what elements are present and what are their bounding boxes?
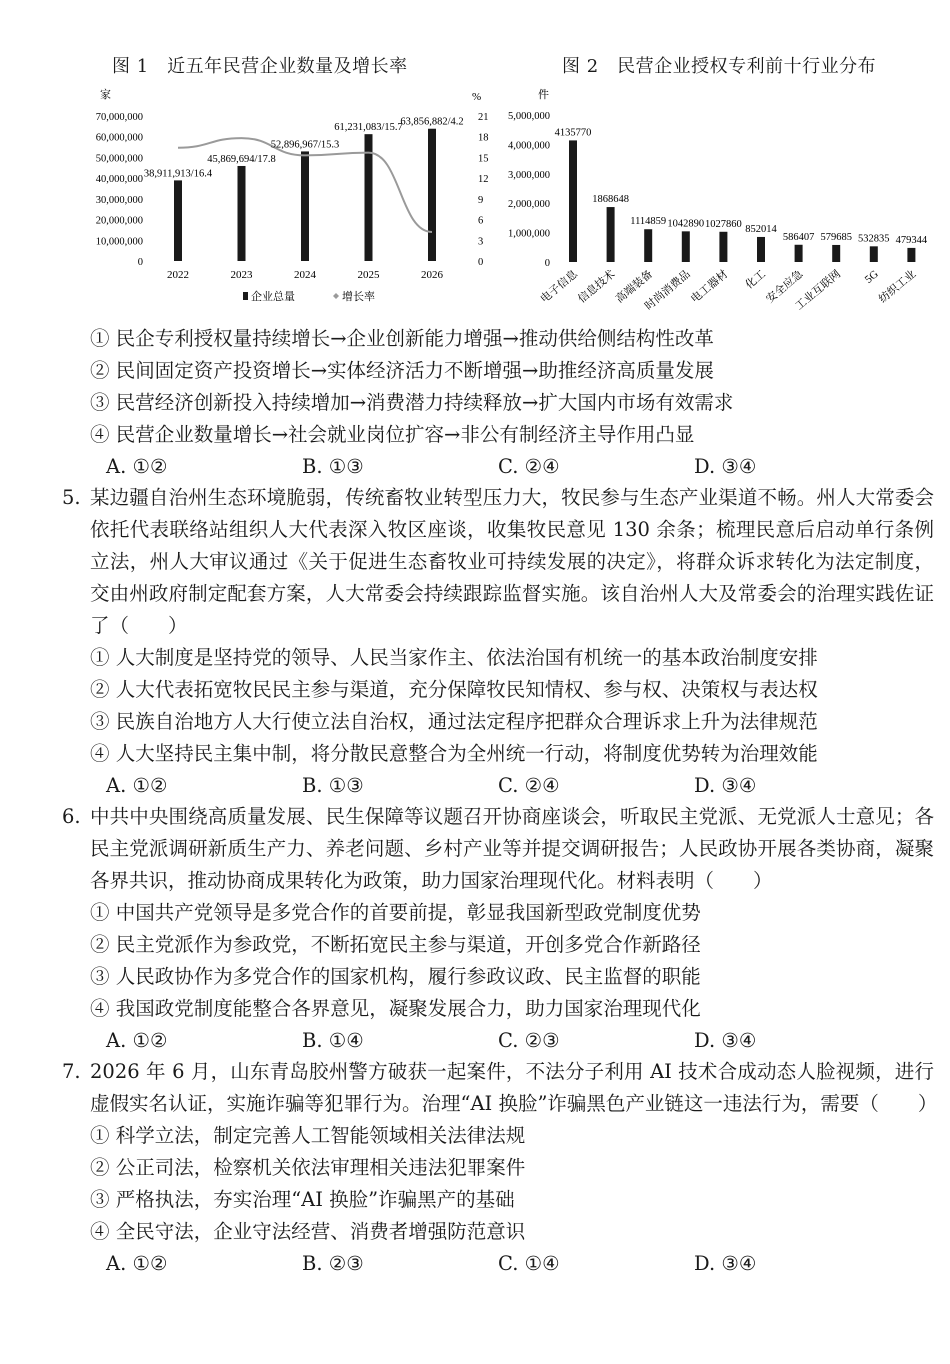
fig1-bar-2023 (238, 166, 246, 261)
q6-option-3[interactable]: ③ 人民政协作为多党合作的国家机构，履行参政议政、民主监督的职能 (90, 965, 701, 988)
fig2-category-8: 5G (862, 268, 881, 286)
fig1-right-tick-5: 15 (478, 153, 489, 165)
fig1-data-label-2024: 52,896,967/15.3 (270, 139, 340, 151)
fig2-tick-3: 3,000,000 (508, 169, 550, 181)
fig1-legend-bar: 企业总量 (251, 291, 295, 303)
fig2-category-0: 电子信息 (538, 268, 580, 306)
q5-block (62, 482, 934, 801)
q6-choice-c[interactable]: C. ②③ (498, 1029, 560, 1052)
fig1-left-tick-0: 0 (137, 257, 143, 268)
q7-choice-c[interactable]: C. ①④ (498, 1252, 560, 1275)
fig2-category-4: 电工器材 (688, 268, 731, 306)
q5-choices (62, 770, 934, 801)
fig1-right-tick-3: 9 (478, 194, 484, 206)
q7-option-3[interactable]: ③ 严格执法，夯实治理“AI 换脸”诈骗黑产的基础 (90, 1188, 515, 1211)
q4-option-4[interactable]: ④ 民营企业数量增长→社会就业岗位扩容→非公有制经济主导作用凸显 (90, 423, 695, 446)
fig1-right-unit: % (472, 91, 482, 103)
q6-stem-row (62, 801, 934, 897)
fig1-left-tick-6: 60,000,000 (95, 132, 143, 144)
figure1-chart (48, 78, 568, 314)
fig2-category-1: 信息技术 (576, 268, 618, 306)
q5-option-1[interactable]: ① 人大制度是坚持党的领导、人民当家作主、依法治国有机统一的基本政治制度安排 (90, 646, 818, 669)
fig1-left-tick-4: 40,000,000 (95, 174, 143, 186)
fig2-category-6: 安全应急 (764, 268, 806, 306)
q7-option-4[interactable]: ④ 全民守法，企业守法经营、消费者增强防范意识 (90, 1220, 526, 1243)
fig1-category-2025: 2025 (357, 269, 380, 281)
fig1-right-tick-1: 3 (478, 236, 484, 248)
fig1-right-tick-2: 6 (478, 215, 484, 227)
fig1-left-tick-1: 10,000,000 (95, 236, 143, 248)
q7-choice-a[interactable]: A. ①② (106, 1252, 168, 1275)
fig1-category-2024: 2024 (294, 269, 316, 281)
fig2-axis-ticks (508, 111, 550, 269)
q6-choice-d[interactable]: D. ③④ (694, 1029, 757, 1052)
q7-number: 7. (62, 1060, 81, 1083)
figure2-chart (500, 82, 928, 314)
fig2-bar-8 (870, 246, 878, 262)
fig1-right-tick-6: 18 (478, 132, 489, 144)
fig1-left-tick-2: 20,000,000 (95, 215, 143, 227)
fig2-data-label-0: 4135770 (554, 127, 592, 139)
q5-stem-row (62, 482, 934, 642)
q5-choice-c[interactable]: C. ②④ (498, 774, 560, 797)
q4-option-3[interactable]: ③ 民营经济创新投入持续增加→消费潜力持续释放→扩大国内市场有效需求 (90, 391, 734, 414)
fig2-tick-0: 0 (544, 258, 550, 269)
fig2-data-label-2: 1114859 (630, 216, 667, 228)
q7-option-2[interactable]: ② 公正司法，检察机关依法审理相关违法犯罪案件 (90, 1156, 526, 1179)
fig1-category-2022: 2022 (167, 269, 189, 281)
fig2-tick-2: 2,000,000 (508, 199, 550, 211)
q4-option-2[interactable]: ② 民间固定资产投资增长→实体经济活力不断增强→助推经济高质量发展 (90, 359, 714, 382)
fig2-data-label-1: 1868648 (592, 194, 629, 206)
q4-choice-a[interactable]: A. ①② (106, 455, 168, 478)
q5-option-3[interactable]: ③ 民族自治地方人大行使立法自治权，通过法定程序把群众合理诉求上升为法律规范 (90, 710, 818, 733)
q4-choice-b[interactable]: B. ①③ (302, 455, 364, 478)
fig1-right-tick-0: 0 (478, 257, 484, 268)
fig2-data-label-6: 586407 (782, 231, 815, 243)
q4-choice-d[interactable]: D. ③④ (694, 455, 757, 478)
fig1-bar-2024 (301, 151, 309, 261)
fig2-tick-4: 4,000,000 (508, 140, 550, 152)
fig2-bar-9 (907, 248, 915, 262)
q6-number: 6. (62, 805, 81, 828)
fig1-data-label-2026: 63,856,882/4.2 (400, 116, 464, 128)
fig2-category-5: 化工 (743, 268, 768, 292)
q7-stem: 2026 年 6 月，山东青岛胶州警方破获一起案件，不法分子利用 AI 技术合成动态人脸视频，进行虚假实名认证，实施诈骗等犯罪行为。治理“AI 换脸”诈骗黑色产业链这一违法行为，需要（ ） (90, 1060, 938, 1115)
fig2-y-unit: 件 (538, 89, 549, 101)
fig1-category-2023: 2023 (230, 269, 253, 281)
fig2-data-label-8: 532835 (858, 233, 890, 245)
q6-stem: 中共中央围绕高质量发展、民生保障等议题召开协商座谈会，听取民主党派、无党派人士意见；各民主党派调研新质生产力、养老问题、乡村产业等并提交调研报告；人民政协开展各类协商，凝聚各界共识，推动协商成果转化为政策，助力国家治理现代化。材料表明（ ） (90, 805, 934, 892)
fig2-category-7: 工业互联网 (793, 268, 844, 313)
fig2-category-9: 纺织工业 (876, 268, 919, 306)
fig1-data-label-2022: 38,911,913/16.4 (143, 168, 213, 180)
fig1-legend-bar-swatch (243, 292, 248, 300)
q6-option-1[interactable]: ① 中国共产党领导是多党合作的首要前提，彰显我国新型政党制度优势 (90, 901, 701, 924)
fig2-bar-3 (682, 231, 690, 262)
fig2-category-labels (537, 266, 918, 313)
q4-choice-c[interactable]: C. ②④ (498, 455, 560, 478)
q5-stem: 某边疆自治州生态环境脆弱，传统畜牧业转型压力大，牧民参与生态产业渠道不畅。州人大常委会依托代表联络站组织人大代表深入牧区座谈，收集牧民意见 130 余条；梳理民意后启动单行条例立法，州人大审议通过《关于促进生态畜牧业可持续发展的决定》，将群众诉求转化为法定制度，交由州政府制定配套方案，人大常委会持续跟踪监督实施。该自治州人大及常委会的治理实践佐证了（ ） (90, 486, 934, 637)
fig1-right-tick-4: 12 (478, 174, 489, 186)
q7-block (62, 1056, 938, 1275)
q6-option-4[interactable]: ④ 我国政党制度能整合各界意见，凝聚发展合力，助力国家治理现代化 (90, 997, 701, 1020)
q6-choices (62, 1025, 934, 1056)
fig2-category-2: 高端装备 (613, 268, 656, 306)
figure1-title: 图 1 近五年民营企业数量及增长率 (112, 56, 408, 77)
fig1-bar-2026 (428, 129, 436, 261)
figure2-title: 图 2 民营企业授权专利前十行业分布 (562, 56, 877, 77)
fig2-category-3: 时尚消费品 (642, 268, 693, 313)
fig1-left-tick-5: 50,000,000 (95, 153, 143, 165)
fig2-bar-6 (795, 245, 803, 262)
fig1-bar-2022 (174, 180, 182, 261)
fig1-data-label-2023: 45,869,694/17.8 (207, 153, 276, 165)
q5-choice-a[interactable]: A. ①② (106, 774, 168, 797)
fig2-bar-2 (644, 229, 652, 262)
question-content (62, 323, 938, 1275)
fig1-category-2026: 2026 (421, 269, 443, 281)
fig2-bar-7 (832, 245, 840, 262)
q6-choice-a[interactable]: A. ①② (106, 1029, 168, 1052)
q7-choice-b[interactable]: B. ②③ (302, 1252, 364, 1275)
q4-option-1[interactable]: ① 民企专利授权量持续增长→企业创新能力增强→推动供给侧结构性改革 (90, 327, 714, 350)
fig2-tick-1: 1,000,000 (508, 228, 550, 240)
fig1-left-tick-7: 70,000,000 (95, 112, 143, 123)
fig2-bar-1 (607, 207, 615, 262)
q7-choices (62, 1248, 934, 1275)
fig2-tick-5: 5,000,000 (508, 111, 550, 122)
q4-options (62, 323, 934, 482)
fig2-data-label-4: 1027860 (705, 218, 742, 230)
q6-choice-b[interactable]: B. ①④ (302, 1029, 364, 1052)
q5-option-4[interactable]: ④ 人大坚持民主集中制，将分散民意整合为全州统一行动，将制度优势转为治理效能 (90, 742, 818, 765)
q5-choice-b[interactable]: B. ①③ (302, 774, 364, 797)
fig1-data-label-2025: 61,231,083/15.7 (334, 122, 403, 134)
fig2-data-label-7: 579685 (820, 231, 852, 243)
fig1-right-tick-7: 21 (478, 112, 489, 123)
q5-number: 5. (62, 486, 81, 509)
q6-block (62, 801, 934, 1056)
fig2-bar-4 (719, 232, 727, 262)
fig1-legend-line: 增长率 (342, 291, 375, 303)
fig1-left-unit: 家 (100, 89, 111, 101)
q7-choice-d[interactable]: D. ③④ (694, 1252, 757, 1275)
fig1-legend-line-swatch (333, 293, 339, 299)
q5-choice-d[interactable]: D. ③④ (694, 774, 757, 797)
fig1-category-labels (167, 269, 444, 281)
q4-choices (62, 451, 934, 482)
fig2-bar-0 (569, 140, 577, 262)
fig1-left-tick-3: 30,000,000 (95, 194, 143, 206)
fig2-data-label-9: 479344 (895, 234, 928, 246)
q6-option-2[interactable]: ② 民主党派作为参政党，不断拓宽民主参与渠道，开创多党合作新路径 (90, 933, 701, 956)
fig2-bar-5 (757, 237, 765, 262)
fig2-data-label-5: 852014 (745, 223, 777, 235)
q7-option-1[interactable]: ① 科学立法，制定完善人工智能领域相关法律法规 (90, 1124, 526, 1147)
fig2-data-label-3: 1042890 (667, 218, 705, 230)
q7-stem-row (62, 1056, 938, 1120)
q5-option-2[interactable]: ② 人大代表拓宽牧民民主参与渠道，充分保障牧民知情权、参与权、决策权与表达权 (90, 678, 818, 701)
